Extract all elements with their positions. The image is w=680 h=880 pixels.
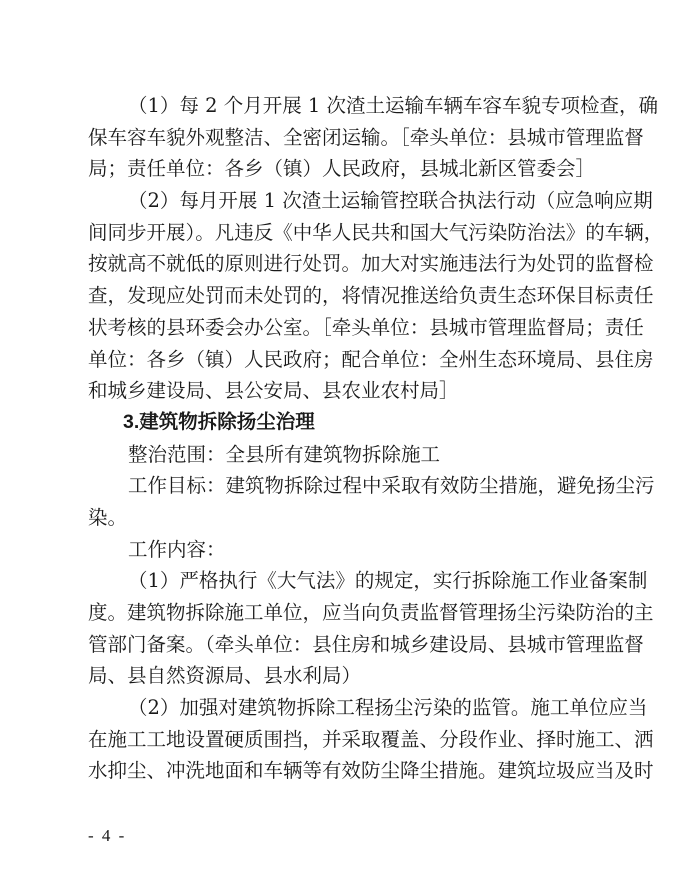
paragraph-line: 局、县自然资源局、县水利局）: [88, 664, 362, 688]
paragraph-line: 保车容车貌外观整洁、全密闭运输。［牵头单位：县城市管理监督: [88, 125, 644, 149]
paragraph-line: 工作目标：建筑物拆除过程中采取有效防尘措施，避免扬尘污: [128, 474, 655, 498]
paragraph-line: 度。建筑物拆除施工单位，应当向负责监督管理扬尘污染防治的主: [88, 601, 654, 624]
page-number: - 4 -: [88, 826, 127, 845]
paragraph-line: 在施工工地设置硬质围挡，并采取覆盖、分段作业、择时施工、洒: [88, 727, 654, 751]
paragraph-line: （1）每 2 个月开展 1 次渣土运输车辆车容车貌专项检查，确: [128, 94, 659, 117]
paragraph-line: （2）每月开展 1 次渣土运输管控联合执法行动（应急响应期: [128, 189, 653, 213]
paragraph-line: 状考核的县环委会办公室。［牵头单位：县城市管理监督局；责任: [88, 315, 644, 339]
document-body: [88, 90, 664, 787]
section-heading: 3.建筑物拆除扬尘治理: [123, 410, 315, 433]
paragraph-line: 和城乡建设局、县公安局、县农业农村局］: [88, 379, 459, 403]
paragraph-line: 按就高不就低的原则进行处罚。加大对实施违法行为处罚的监督检: [88, 252, 654, 276]
paragraph-line: 管部门备案。（牵头单位：县住房和城乡建设局、县城市管理监督: [88, 632, 644, 656]
paragraph-line: 局；责任单位：各乡（镇）人民政府，县城北新区管委会］: [88, 157, 596, 181]
paragraph-line: 间同步开展）。凡违反《中华人民共和国大气污染防治法》的车辆，: [88, 220, 664, 244]
paragraph-line: 查，发现应处罚而未处罚的，将情况推送给负责生态环保目标责任: [88, 284, 654, 308]
paragraph-line: （1）严格执行《大气法》的规定，实行拆除施工作业备案制: [128, 569, 648, 593]
paragraph-line: 整治范围：全县所有建筑物拆除施工: [128, 442, 441, 466]
paragraph-line: 染。: [88, 505, 128, 529]
paragraph-line: 单位：各乡（镇）人民政府；配合单位：全州生态环境局、县住房: [88, 347, 654, 371]
paragraph-line: 水抑尘、冲洗地面和车辆等有效防尘降尘措施。建筑垃圾应当及时: [88, 759, 654, 783]
paragraph-line: （2）加强对建筑物拆除工程扬尘污染的监管。施工单位应当: [128, 696, 648, 720]
paragraph-line: 工作内容：: [128, 537, 226, 561]
